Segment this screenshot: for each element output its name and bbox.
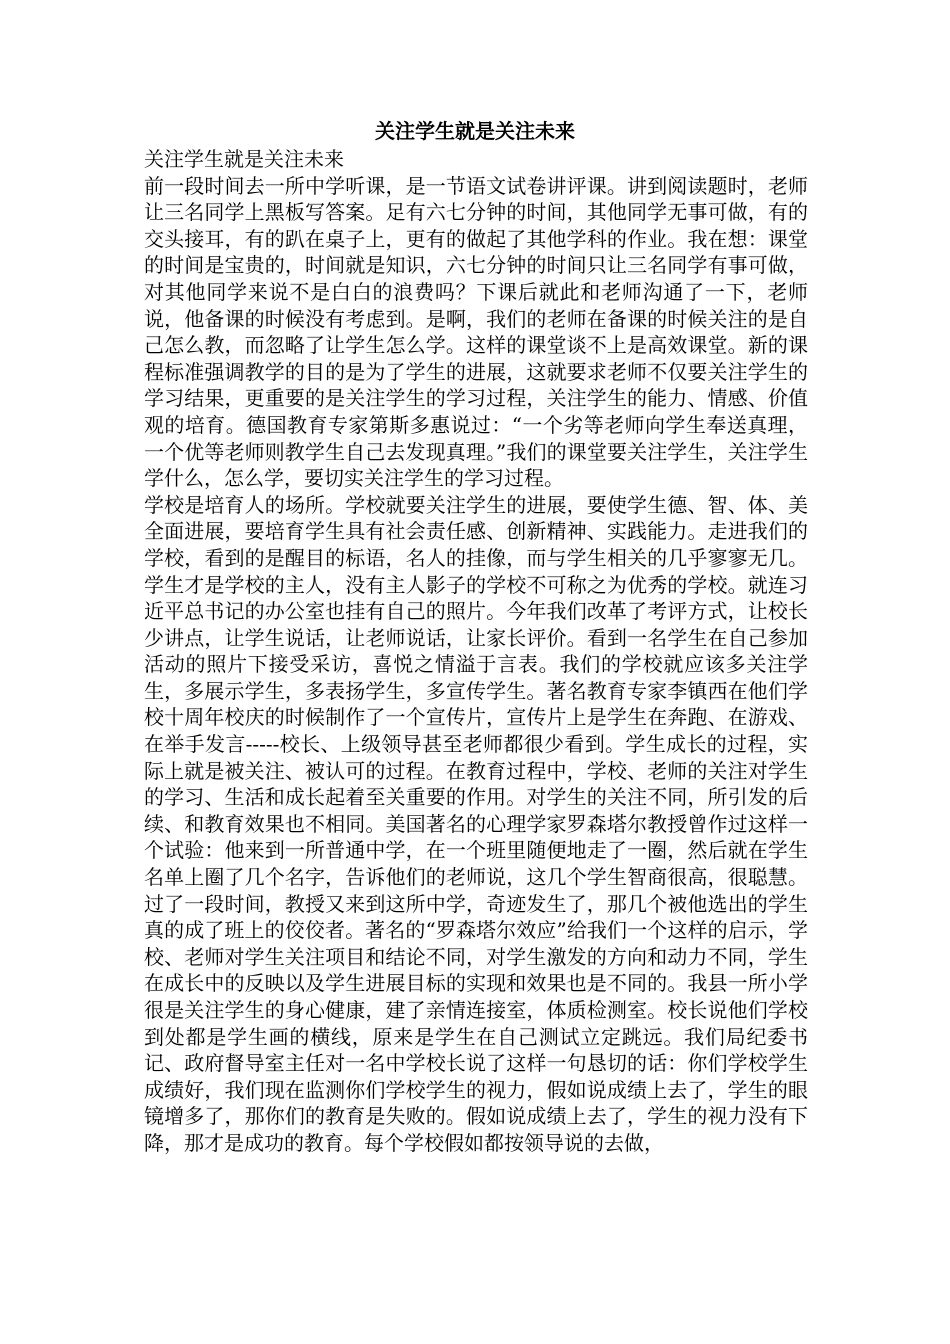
body-paragraph-1: 前一段时间去一所中学听课，是一节语文试卷讲评课。讲到阅读题时，老师让三名同学上黑板写答案。足有六七分钟的时间，其他同学无事可做，有的交头接耳，有的趴在桌子上，更有的做起了其他学科的作业。我在想：课堂的时间是宝贵的，时间就是知识，六七分钟的时间只让三名同学有事可做，对其他同学来说不是白白的浪费吗？下课后就此和老师沟通了一下，老师说，他备课的时候没有考虑到。是啊，我们的老师在备课的时候关注的是自己怎么教，而忽略了让学生怎么学。这样的课堂谈不上是高效课堂。新的课程标准强调教学的目的是为了学生的进展，这就要求老师不仅要关注学生的学习结果，更重要的是关注学生的学习过程，关注学生的能力、情感、价值观的培育。德国教育专家第斯多惠说过：“一个劣等老师向学生奉送真理，一个优等老师则教学生自己去发现真理。”我们的课堂要关注学生，关注学生学什么，怎么学，要切实关注学生的学习过程。 [144, 173, 808, 491]
document-body [144, 146, 808, 1157]
document-subtitle: 关注学生就是关注未来 [144, 147, 344, 171]
document-title: 关注学生就是关注未来 [375, 119, 575, 143]
body-paragraph-2: 学校是培育人的场所。学校就要关注学生的进展，要使学生德、智、体、美全面进展，要培育学生具有社会责任感、创新精神、实践能力。走进我们的学校，看到的是醒目的标语，名人的挂像，而与学生相关的几乎寥寥无几。学生才是学校的主人，没有主人影子的学校不可称之为优秀的学校。就连习近平总书记的办公室也挂有自己的照片。今年我们改革了考评方式，让校长少讲点，让学生说话，让老师说话，让家长评价。看到一名学生在自己参加活动的照片下接受采访，喜悦之情溢于言表。我们的学校就应该多关注学生，多展示学生，多表扬学生，多宣传学生。著名教育专家李镇西在他们学校十周年校庆的时候制作了一个宣传片，宣传片上是学生在奔跑、在游戏、在举手发言-----校长、上级领导甚至老师都很少看到。学生成长的过程，实际上就是被关注、被认可的过程。在教育过程中，学校、老师的关注对学生的学习、生活和成长起着至关重要的作用。对学生的关注不同，所引发的后续、和教育效果也不相同。美国著名的心理学家罗森塔尔教授曾作过这样一个试验：他来到一所普通中学，在一个班里随便地走了一圈，然后就在学生名单上圈了几个名字，告诉他们的老师说，这几个学生智商很高，很聪慧。过了一段时间，教授又来到这所中学，奇迹发生了，那几个被他选出的学生真的成了班上的佼佼者。著名的“罗森塔尔效应”给我们一个这样的启示，学校、老师对学生关注项目和结论不同，对学生激发的方向和动力不同，学生在成长中的反映以及学生进展目标的实现和效果也是不同的。我县一所小学很是关注学生的身心健康，建了亲情连接室，体质检测室。校长说他们学校到处都是学生画的横线，原来是学生在自己测试立定跳远。我们局纪委书记、政府督导室主任对一名中学校长说了这样一句恳切的话：你们学校学生成绩好，我们现在监测你们学校学生的视力，假如说成绩上去了，学生的眼镜增多了，那你们的教育是失败的。假如说成绩上去了，学生的视力没有下降，那才是成功的教育。每个学校假如都按领导说的去做， [144, 492, 808, 1155]
